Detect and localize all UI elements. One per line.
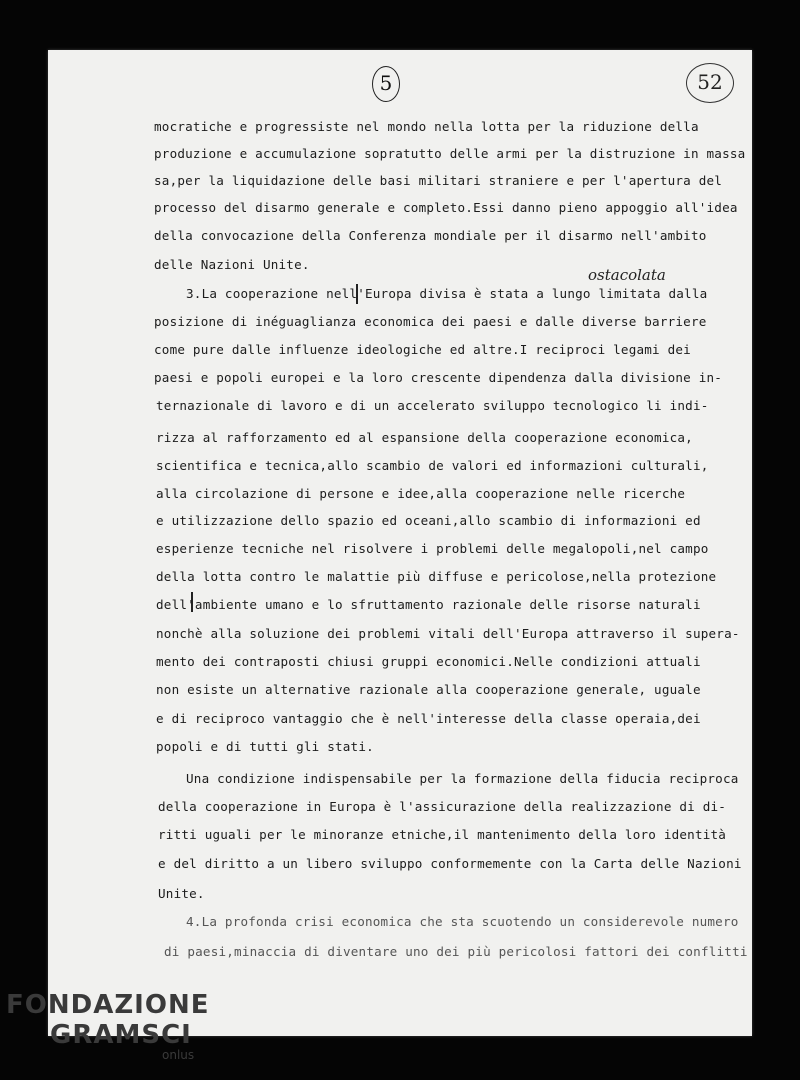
text-line: e utilizzazione dello spazio ed oceani,allo scambio di informazioni ed [156,513,701,528]
text-line: nonchè alla soluzione dei problemi vitali dell'Europa attraverso il supera- [156,626,740,641]
text-line: della convocazione della Conferenza mondiale per il disarmo nell'ambito [154,228,707,243]
text-line: posizione di inéguaglianza economica dei paesi e dalle diverse barriere [154,314,707,329]
text-line: sa,per la liquidazione delle basi militari straniere e per l'apertura del [154,173,723,188]
text-line: produzione e accumulazione sopratutto delle armi per la distruzione in massa [154,146,746,161]
watermark-line-2: GRAMSCI [50,1020,192,1050]
text-line: ritti uguali per le minoranze etniche,il mantenimento della loro identità [158,827,727,842]
text-line: Unite. [158,886,205,901]
text-line: alla circolazione di persone e idee,alla cooperazione nelle ricerche [156,486,686,501]
fondazione-gramsci-watermark [6,990,209,1050]
text-line: 4.La profonda crisi economica che sta scuotendo un considerevole numero [186,914,739,929]
text-line: esperienze tecniche nel risolvere i problemi delle megalopoli,nel campo [156,541,709,556]
page-number-circled-right: 52 [686,63,734,103]
text-line: di paesi,minaccia di diventare uno dei più pericolosi fattori dei conflitti [164,944,748,959]
watermark-line-1: FONDAZIONE [6,990,210,1020]
text-line: scientifica e tecnica,allo scambio de valori ed informazioni culturali, [156,458,709,473]
text-line: mento dei contraposti chiusi gruppi economici.Nelle condizioni attuali [156,654,701,669]
text-line: della lotta contro le malattie più diffuse e pericolose,nella protezione [156,569,717,584]
text-line: non esiste un alternative razionale alla cooperazione generale, uguale [156,682,701,697]
text-line: come pure dalle influenze ideologiche ed altre.I reciproci legami dei [154,342,691,357]
text-line: della cooperazione in Europa è l'assicurazione della realizzazione di di- [158,799,727,814]
text-line: paesi e popoli europei e la loro crescente dipendenza dalla divisione in- [154,370,723,385]
text-line: e di reciproco vantaggio che è nell'interesse della classe operaia,dei [156,711,701,726]
text-line: 3.La cooperazione nell'Europa divisa è stata a lungo limitata dalla [186,286,708,301]
text-line: popoli e di tutti gli stati. [156,739,374,754]
text-line: Una condizione indispensabile per la formazione della fiducia reciproca [186,771,739,786]
watermark-onlus: onlus [162,1048,195,1062]
page-number-circled-left: 5 [372,66,400,102]
text-line: e del diritto a un libero sviluppo conformemente con la Carta delle Nazioni [158,856,742,871]
text-line: rizza al rafforzamento ed al espansione della cooperazione economica, [156,430,693,445]
text-line: dell'ambiente umano e lo sfruttamento razionale delle risorse naturali [156,597,701,612]
text-line: delle Nazioni Unite. [154,257,310,272]
text-line: ternazionale di lavoro e di un accelerato sviluppo tecnologico li indi- [156,398,709,413]
text-line: mocratiche e progressiste nel mondo nella lotta per la riduzione della [154,119,699,134]
text-line: processo del disarmo generale e completo.Essi danno pieno appoggio all'idea [154,200,738,215]
handwritten-correction: ostacolata [588,266,666,284]
